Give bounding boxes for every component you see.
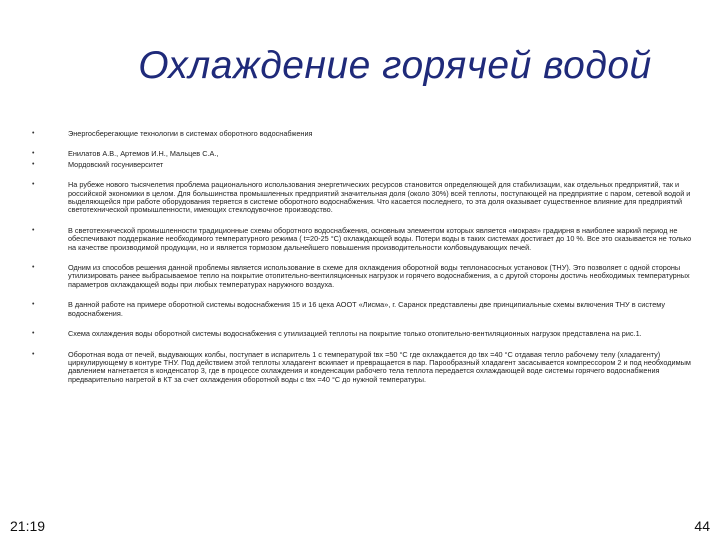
slide-title: Охлаждение горячей водой [138, 44, 652, 87]
bullet-item: • На рубеже нового тысячелетия проблема рационального использования энергетических ресурсов становится определяющей для стабилизации, как отдельных предприятий, так и российской экономики в целом. Для большинства промышленных предприятий значительная доля (около 30%) всей теплоты, поступающей на предприятие с паром, сетевой водой и выделяющейся при работе оборудования теряется в системе оборотного водоснабжения. Что касается последнего, то эта доля оказывает существенное влияние для предприятий светотехнической промышленности, имеющих стеклодувочное производство. [30, 181, 695, 215]
bullet-list [30, 130, 695, 396]
bullet-item: • В светотехнической промышленности традиционные схемы оборотного водоснабжения, основным элементом которых является «мокрая» градирня в наиболее жаркий период не обеспечивают поддержание необходимого температурного режима ( t=20-25 °С) охлаждающей воды. Потери воды в таких системах достигает до 10 %. Все это сказывается не только на качестве производимой продукции, но и является тормозом дальнейшего повышения производительности колбовыдувающих печей. [30, 227, 695, 252]
bullet-item: • Одним из способов решения данной проблемы является использование в схеме для охлаждения оборотной воды теплонасосных установок (ТНУ). Это позволяет с одной стороны утилизировать ранее выбрасываемое тепло на покрытие отопительно-вентиляционных нагрузок и горячего водоснабжения, а с другой стороны достичь необходимых температурных параметров охлаждающей воды при любых температурах наружного воздуха. [30, 264, 695, 289]
bullet-item: • В данной работе на примере оборотной системы водоснабжения 15 и 16 цеха АООТ «Лисма», г. Саранск представлены две принципиальные схемы включения ТНУ в систему водоснабжения. [30, 301, 695, 318]
bullet-item: • Енилатов А.В., Артемов И.Н., Мальцев С.А., [30, 150, 695, 158]
footer-time: 21:19 [10, 518, 46, 534]
bullet-item: • Энергосберегающие технологии в системах оборотного водоснабжения [30, 130, 695, 138]
bullet-item: • Оборотная вода от печей, выдувающих колбы, поступает в испаритель 1 с температурой tвх =50 °С где охлаждается до tвх =40 °С отдавая тепло рабочему телу (хладагенту) циркулирующему в контуре ТНУ. Под действием этой теплоты хладагент вскипает и превращается в пар. Парообразный хладагент засасывается компрессором 2 и под необходимым давлением нагнетается в конденсатор 3, где в процессе охлаждения и конденсации рабочего тела теплота передается охлаждающей воде системы горячего водоснабжения предварительно нагретой в КТ за счет охлаждения оборотной воды с tвх =40 °С до нужной температуры. [30, 351, 695, 385]
bullet-item: • Схема охлаждения воды оборотной системы водоснабжения с утилизацией теплоты на покрытие только отопительно-вентиляционных нагрузок представлена на рис.1. [30, 330, 695, 338]
bullet-item: • Мордовский госуниверситет [30, 161, 695, 169]
page-number: 44 [694, 518, 710, 534]
